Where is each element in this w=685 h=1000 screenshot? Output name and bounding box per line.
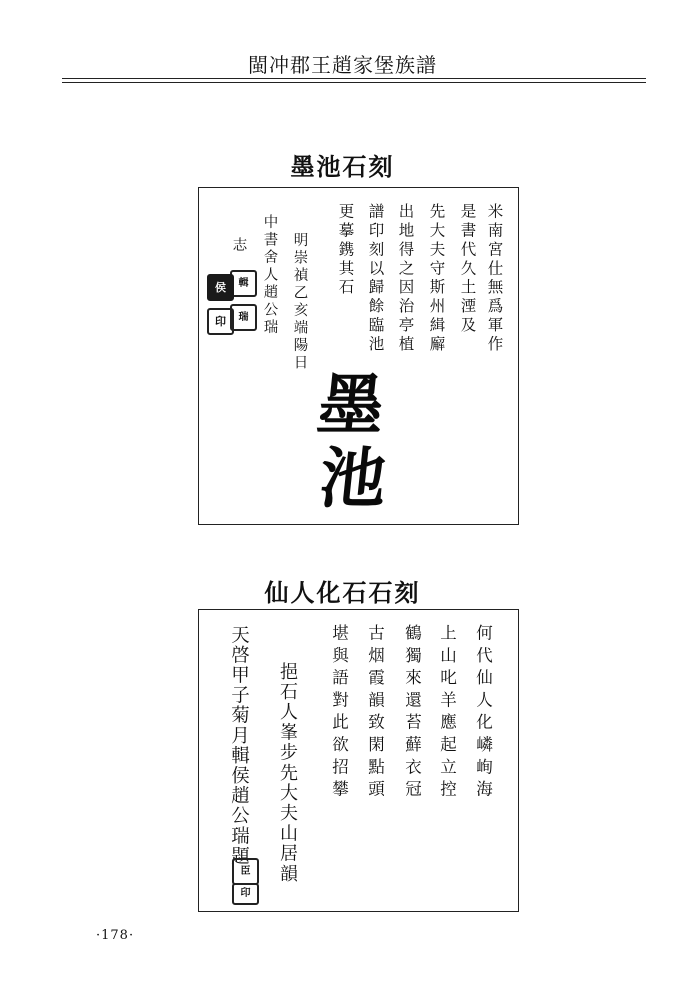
seal-stamp-icon: 印: [232, 883, 259, 905]
section2-column: 何代仙人化嶙峋海: [473, 624, 493, 803]
section1-column: 先大夫守斯州緝廨: [427, 203, 446, 355]
page-number: ·178·: [96, 928, 135, 943]
seal-stamp-icon: 瑞: [230, 304, 257, 331]
section1-column: 米南宮仕無爲軍作: [485, 203, 504, 355]
section2-column: 堪與語對此欲招攀: [329, 624, 349, 803]
seal-stamp-icon: 臣: [232, 858, 259, 885]
section2-attribution: 挹石人峯步先大夫山居韻: [277, 662, 298, 885]
calligraphy-character: 池: [315, 439, 391, 517]
section1-zhi: 志: [230, 237, 247, 255]
section1-column: 是書代久土湮及: [458, 203, 477, 336]
section2-title: 仙人化石石刻: [264, 578, 421, 607]
section1-column: 出地得之因治亭植: [396, 203, 415, 355]
header-rule-top: [62, 78, 646, 79]
seal-stamp-icon: 輯: [230, 270, 257, 297]
seal-stamp-icon: 印: [207, 308, 234, 335]
page-header-title: 閩冲郡王趙家堡族譜: [248, 53, 437, 77]
section2-column: 上山叱羊應起立控: [437, 624, 457, 803]
section2-date-signature: 天啓甲子菊月輯侯趙公瑞題: [228, 625, 250, 867]
section1-column: 更摹鎸其石: [336, 203, 355, 298]
section1-column: 譜印刻以歸餘臨池: [366, 203, 385, 355]
section2-column: 古烟霞韻致閑點頭: [365, 624, 385, 803]
seal-stamp-icon: 侯: [207, 274, 234, 301]
section1-signature: 中書舍人趙公瑞: [261, 214, 278, 337]
header-rule-bottom: [62, 82, 646, 83]
section1-date: 明崇禎乙亥端陽日: [291, 232, 308, 372]
section1-title: 墨池石刻: [290, 152, 395, 181]
section2-column: 鶴獨來還苔蘚衣冠: [402, 624, 422, 803]
calligraphy-character: 墨: [313, 366, 389, 444]
